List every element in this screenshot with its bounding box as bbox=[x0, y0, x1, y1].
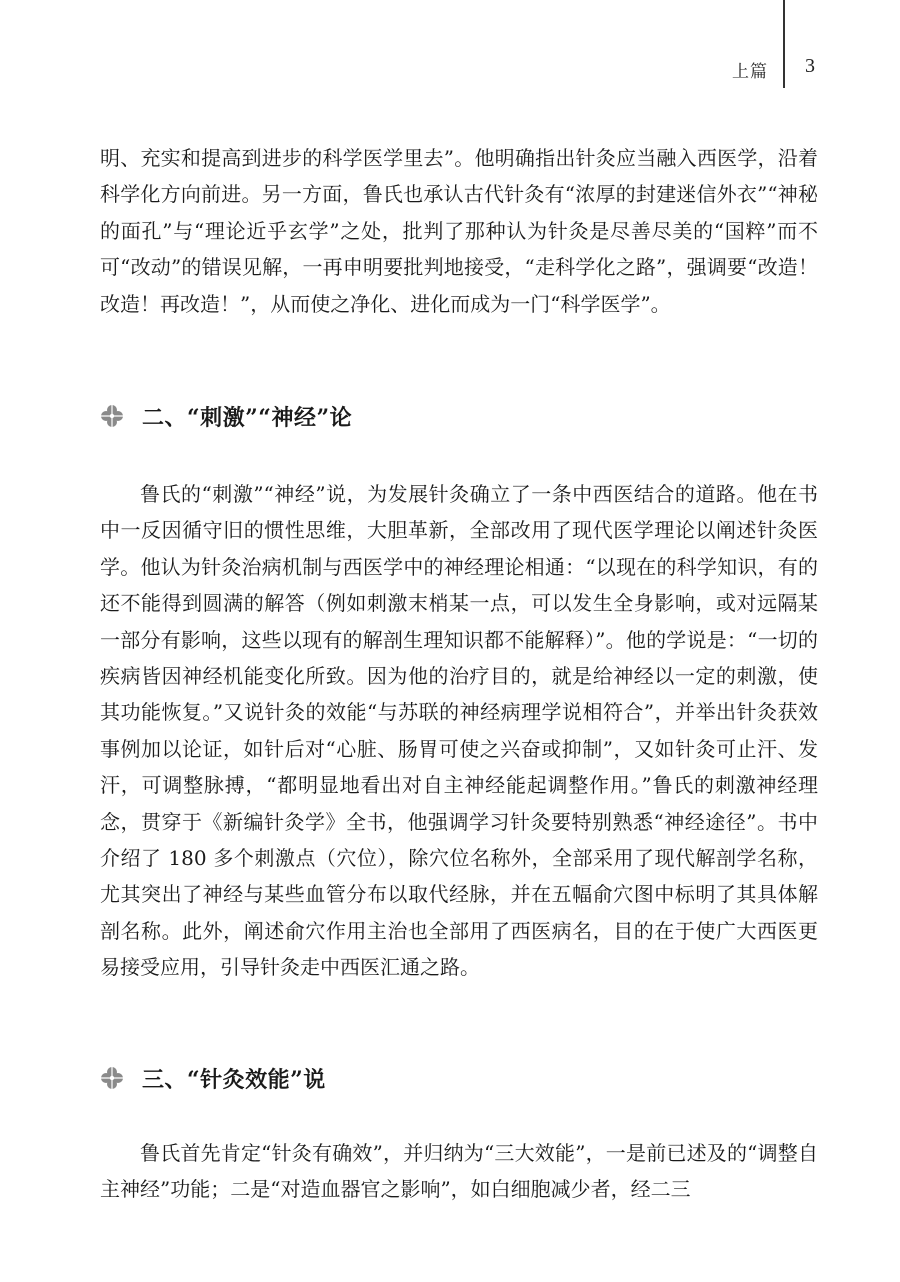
four-petal-flower-icon bbox=[100, 1066, 124, 1090]
paragraph-continued: 明、充实和提高到进步的科学医学里去”。他明确指出针灸应当融入西医学，沿着科学化方向前进。另一方面，鲁氏也承认古代针灸有“浓厚的封建迷信外衣”“神秘的面孔”与“理论近乎玄学”之处，批判了那种认为针灸是尽善尽美的“国粹”而不可“改动”的错误见解，一再申明要批判地接受，“走科学化之路”，强调要“改造！改造！再改造！”，从而使之净化、进化而成为一门“科学医学”。 bbox=[100, 146, 818, 316]
header-divider bbox=[783, 0, 785, 88]
paragraph-stimulus-nerve: 鲁氏的“刺激”“神经”说，为发展针灸确立了一条中西医结合的道路。他在书中一反因循守旧的惯性思维，大胆革新，全部改用了现代医学理论以阐述针灸医学。他认为针灸治病机制与西医学中的神经理论相通：“以现在的科学知识，有的还不能得到圆满的解答（例如刺激末梢某一点，可以发生全身影响，或对远隔某一部分有影响，这些以现有的解剖生理知识都不能解释）”。他的学说是：“一切的疾病皆因神经机能变化所致。因为他的治疗目的，就是给神经以一定的刺激，使其功能恢复。”又说针灸的效能“与苏联的神经病理学说相符合”，并举出针灸获效事例加以论证，如针后对“心脏、肠胃可使之兴奋或抑制”，又如针灸可止汗、发汗，可调整脉搏，“都明显地看出对自主神经能起调整作用。”鲁氏的刺激神经理念，贯穿于《新编针灸学》全书，他强调学习针灸要特别熟悉“神经途径”。书中介绍了 180 多个刺激点（穴位），除穴位名称外，全部采用了现代解剖学名称，尤其突出了神经与某些血管分布以取代经脉，并在五幅俞穴图中标明了其具体解剖名称。此外，阐述俞穴作用主治也全部用了西医病名，目的在于使广大西医更易接受应用，引导针灸走中西医汇通之路。 bbox=[100, 482, 818, 980]
section-heading-3 bbox=[100, 1060, 818, 1096]
section-heading-text: 三、“针灸效能”说 bbox=[142, 1066, 326, 1093]
four-petal-flower-icon bbox=[100, 404, 124, 428]
page-number: 3 bbox=[805, 55, 815, 77]
running-head-section: 上篇 bbox=[732, 62, 768, 82]
paragraph-efficacy: 鲁氏首先肯定“针灸有确效”，并归纳为“三大效能”，一是前已述及的“调整自主神经”功能；二是“对造血器官之影响”，如白细胞减少者，经二三 bbox=[100, 1141, 818, 1202]
page-header bbox=[0, 0, 900, 100]
section-heading-text: 二、“刺激”“神经”论 bbox=[142, 404, 353, 431]
section-heading-2 bbox=[100, 398, 818, 434]
